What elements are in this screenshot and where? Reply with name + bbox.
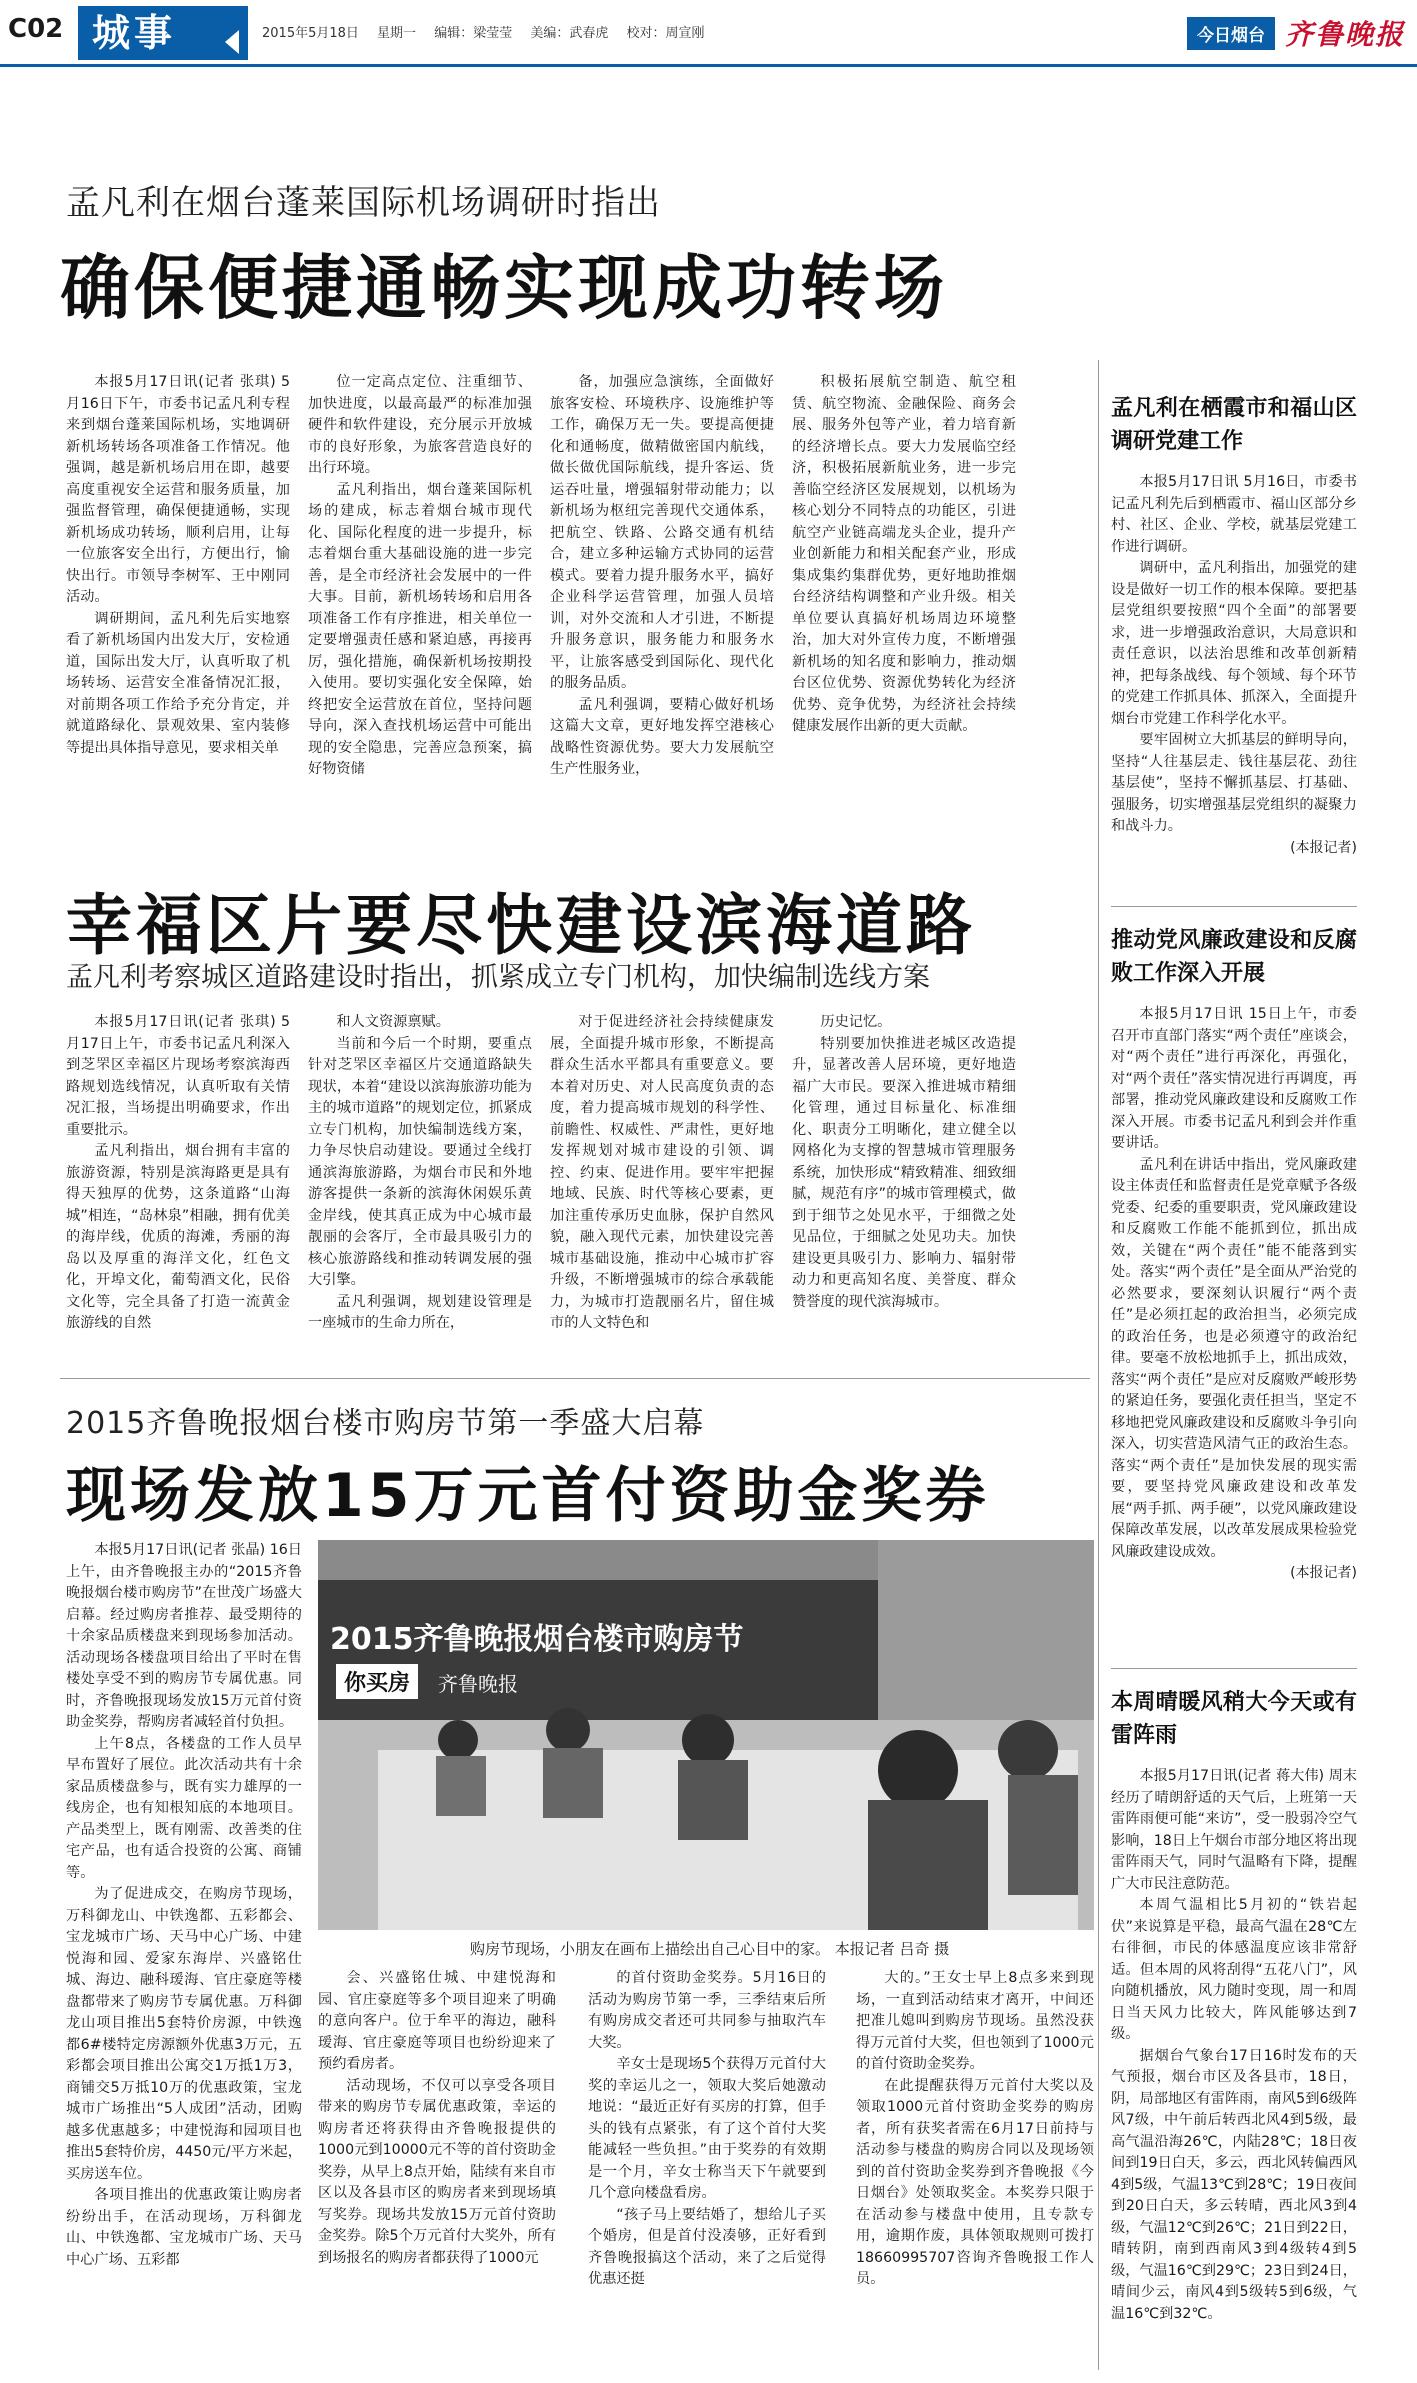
section-arrow-icon [225, 30, 239, 54]
article3-left-col [66, 1540, 302, 2370]
page-header [0, 0, 1417, 66]
paragraph: 各项目推出的优惠政策让购房者纷纷出手，在活动现场，万科御龙山、中铁逸都、宝龙城市广场、天马中心广场、五彩都 [66, 2187, 302, 2268]
sidebar-divider-1 [1111, 906, 1357, 907]
article1-col-3-text [550, 372, 774, 781]
article2-subdeck: 孟凡利考察城区道路建设时指出，抓紧成立专门机构，加快编制选线方案 [66, 962, 930, 993]
paragraph: 孟凡利指出，烟台拥有丰富的旅游资源，特别是滨海路更是具有得天独厚的优势，这条道路“山海城”相连，“岛林泉”相融，拥有优美的海岸线，优质的海滩，秀丽的海岛以及厚重的海洋文化，红色文化，开埠文化，葡萄酒文化，民俗文化等，完全具备了打造一流黄金旅游线的自然 [66, 1143, 290, 1331]
paragraph: 为了促进成交，在购房节现场，万科御龙山、中铁逸都、五彩都会、宝龙城市广场、天马中心广场、中建悦海和园、爱家东海岸、兴盛铭仕城、海边、融科瑷海、官庄豪庭等楼盘都带来了购房节专属优惠。万科御龙山项目推出5套特价房源，中铁逸都6#楼特定房源额外优惠3万元，五彩都会项目推出公寓交1万抵1万3，商铺交5万抵10万的优惠政策，宝龙城市广场推出“5人成团”活动，团购越多优惠越多；中建悦海和园项目也推出5套特价房，4450元/平方米起，买房送车位。 [66, 1886, 302, 2182]
masthead-brand [1187, 6, 1405, 60]
paragraph: 本报5月17日讯(记者 张琪) 5月17日上午，市委书记孟凡利深入到芝罘区幸福区片现场考察滨海西路规划选线情况，认真听取有关情况汇报，当场提出明确要求，作出重要批示。 [66, 1014, 290, 1138]
paragraph: 的首付资助金奖券。5月16日的活动为购房节第一季，三季结束后所有购房成交者还可共同参与抽取汽车大奖。 [588, 1970, 826, 2051]
paragraph: 特别要加快推进老城区改造提升，显著改善人居环境，更好地造福广大市民。要深入推进城市精细化管理，通过目标量化、标准细化、职责分工明晰化，建立健全以网格化为支撑的智慧城市管理服务系统，加快形成“精致精准、细致细腻，规范有序”的城市管理模式，做到于细节之处见水平，于细微之处见品位，于细腻之处见功夫。加快建设更具吸引力、影响力、辐射带动力和更高知名度、美誉度、群众赞誉度的现代滨海城市。 [792, 1035, 1016, 1310]
sidebar-story-1-sign: (本报记者) [1290, 839, 1357, 856]
newspaper-logo: 齐鲁晚报 [1284, 18, 1405, 51]
article3-headline: 现场发放15万元首付资助金奖券 [66, 1461, 990, 1531]
article2-col-2-text [308, 1012, 532, 1335]
paragraph: 调研中，孟凡利指出，加强党的建设是做好一切工作的根本保障。要把基层党组织要按照“四个全面”的部署要求，进一步增强政治意识，大局意识和责任意识，以法治思维和改革创新精神，把每条战线、每个领域、每个环节的党建工作抓具体、抓深入，全面提升烟台市党建工作科学化水平。 [1111, 560, 1357, 727]
paragraph: 孟凡利指出，烟台蓬莱国际机场的建成，标志着烟台城市现代化、国际化程度的进一步提升，标志着烟台重大基础设施的进一步完善，是全市经济社会发展中的一件大事。目前，新机场转场和启用各项准备工作有序推进，相关单位一定要增强责任感和紧迫感，再接再厉，强化措施，确保新机场按期投入使用。要切实强化安全保障，始终把安全运营放在首位，坚持问题导向，深入查找机场运营中可能出现的安全隐患，完善应急预案，搞好物资储 [308, 481, 532, 777]
paragraph: 在此提醒获得万元首付大奖以及领取1000元首付资助金奖券的购房者，所有获奖者需在6月17日前持与活动参与楼盘的购房合同以及现场领到的首付资助金奖券到齐鲁晚报《今日烟台》处领取奖金。本奖券只限于在活动参与楼盘中使用，且专款专用，逾期作废，具体领取规则可拨打18660995707咨询齐鲁晚报工作人员。 [856, 2077, 1094, 2287]
paragraph: 本报5月17日讯 15日上午，市委召开市直部门落实“两个责任”座谈会，对“两个责任”进行再深化，再强化，对“两个责任”落实情况进行再调度，再部署，推动党风廉政建设和反腐败工作深入开展。市委书记孟凡利到会并作重要讲话。 [1111, 1006, 1357, 1151]
sidebar-story-1-text [1111, 472, 1357, 838]
article1-headline: 确保便捷通畅实现成功转场 [60, 247, 948, 329]
paragraph: 对于促进经济社会持续健康发展，全面提升城市形象，不断提高群众生活水平都具有重要意义。要本着对历史、对人民高度负责的态度，着力提高城市规划的科学性、前瞻性、权威性、严肃性，更好地发挥规划对城市建设的引领、调控、约束、促进作用。要牢牢把握地域、民族、时代等核心要素，更加注重传承历史血脉，保护自然风貌，融入现代元素，加快建设完善城市基础设施，推动中心城市扩容升级，不断增强城市的综合承载能力，为城市打造靓丽名片，留住城市的人文特色和 [550, 1014, 774, 1331]
photo-banner-text: 2015齐鲁晚报烟台楼市购房节 [330, 1622, 744, 1657]
sidebar-story-3-title: 本周晴暖风稍大今天或有雷阵雨 [1111, 1690, 1357, 1748]
paragraph: “孩子马上要结婚了，想给儿子买个婚房，但是首付没凑够，正好看到齐鲁晚报搞这个活动，来了之后觉得优惠还挺 [588, 2206, 826, 2287]
paragraph: 会、兴盛铭仕城、中建悦海和园、官庄豪庭等多个项目迎来了明确的意向客户。位于牟平的海边，融科瑷海、官庄豪庭等项目也纷纷迎来了预约看房者。 [318, 1970, 556, 2072]
sidebar-story-2-text [1111, 1004, 1357, 1563]
paragraph: 和人文资源禀赋。 [336, 1014, 450, 1030]
paragraph: 本报5月17日讯 5月16日，市委书记孟凡利先后到栖霞市、福山区部分乡村、社区、企业、学校，就基层党建工作进行调研。 [1111, 474, 1357, 555]
paragraph: 备，加强应急演练，全面做好旅客安检、环境秩序、设施维护等工作，确保万无一失。要提高便捷化和通畅度，做精做密国内航线，做长做优国际航线，提升客运、货运吞吐量，增强辐射带动能力；以新机场为枢纽完善现代交通体系，把航空、铁路、公路交通有机结合，建立多种运输方式协同的运营模式。要着力提升服务水平，搞好企业科学运营管理，加强人员培训，对外交流和人才引进，不断提升服务意识，服务能力和服务水平，让旅客感受到国际化、现代化的服务品质。 [550, 374, 774, 691]
paragraph: 本报5月17日讯(记者 张晶) 16日上午，由齐鲁晚报主办的“2015齐鲁晚报烟台楼市购房节”在世茂广场盛大启幕。经过购房者推荐、最受期待的十余家品质楼盘来到现场参加活动。活动现场各楼盘项目给出了平时在售楼处享受不到的购房节专属优惠。同时，齐鲁晚报现场发放15万元首付资助金奖券，帮购房者减轻首付负担。 [66, 1542, 302, 1730]
paragraph: 本报5月17日讯(记者 张琪) 5月16日下午，市委书记孟凡利专程来到烟台蓬莱国际机场，实地调研新机场转场各项准备工作情况。他强调，越是新机场启用在即，越要高度重视安全运营和服务质量，加强监督管理，确保便捷通畅，实现新机场成功转场，顺利启用，让每一位旅客安全出行，方便出行，愉快出行。市领导李树军、王中刚同活动。 [66, 374, 290, 605]
event-photo-drawing [318, 1540, 1094, 1930]
paragraph: 历史记忆。 [820, 1014, 892, 1030]
sidebar-story-3 [1111, 1686, 1357, 2376]
article2-headline: 幸福区片要尽快建设滨海道路 [66, 887, 976, 964]
paragraph: 上午8点，各楼盘的工作人员早早布置好了展位。此次活动共有十余家品质楼盘参与，既有实力雄厚的一线房企，也有知根知底的本地项目。产品类型上，既有刚需、改善类的住宅产品，也有适合投资的公寓、商铺等。 [66, 1735, 302, 1881]
paragraph: 本报5月17日讯(记者 蒋大伟) 周末经历了晴朗舒适的天气后，上班第一天雷阵雨便可能“来访”，受一股弱冷空气影响，18日上午烟台市部分地区将出现雷阵雨天气，同时气温略有下降，提醒广大市民注意防范。 [1111, 1768, 1357, 1892]
photo-banner-brand: 齐鲁晚报 [438, 1672, 518, 1696]
article3-bottom-col-1-text [318, 1968, 556, 2269]
sidebar-story-1 [1111, 392, 1357, 892]
sidebar-story-2-title: 推动党风廉政建设和反腐败工作深入开展 [1111, 928, 1357, 986]
paragraph: 活动现场，不仅可以享受各项目带来的购房节专属优惠政策，幸运的购房者还将获得由齐鲁晚报提供的1000元到10000元不等的首付资助金奖券，从早上8点开始，陆续有来自市区以及各县市区的购房者来到现场填写奖券。现场共发放15万元首付资助金奖券。除5个万元首付大奖外，所有到场报名的购房者都获得了1000元 [318, 2077, 556, 2266]
header-divider [0, 64, 1417, 67]
page-number: C02 [8, 14, 64, 44]
sidebar-story-3-text [1111, 1766, 1357, 2325]
article1-kicker: 孟凡利在烟台蓬莱国际机场调研时指出 [66, 183, 661, 223]
article2-col-4 [792, 1012, 1016, 1362]
article1-col-1 [66, 372, 290, 808]
article2-col-1 [66, 1012, 290, 1362]
paragraph: 要牢固树立大抓基层的鲜明导向，坚持“人往基层走、钱往基层花、劲往基层使”，坚持不懈抓基层、打基础、强服务，切实增强基层党组织的凝聚力和战斗力。 [1111, 732, 1357, 834]
article2-col-3 [550, 1012, 774, 1362]
article1-col-2 [308, 372, 532, 808]
paragraph: 大的。”王女士早上8点多来到现场，一直到活动结束才离开，中间还把准儿媳叫到购房节现场。虽然没获得万元首付大奖，但也领到了1000元的首付资助金奖券。 [856, 1970, 1094, 2072]
article2-divider [60, 1378, 1090, 1379]
article1-col-4 [792, 372, 1016, 808]
sidebar-story-1-title: 孟凡利在栖霞市和福山区调研党建工作 [1111, 396, 1357, 454]
article1-col-1-text [66, 372, 290, 759]
paragraph: 位一定高点定位、注重细节、加快进度，以最高最严的标准加强硬件和软件建设，充分展示开放城市的良好形象，为旅客营造良好的出行环境。 [308, 374, 532, 476]
paragraph: 积极拓展航空制造、航空租赁、航空物流、金融保险、商务会展、服务外包等产业，着力培育新的经济增长点。要大力发展临空经济，积极拓展新航业务，进一步完善临空经济区发展规划，以机场为核心划分不同特点的功能区，引进航空产业链高端龙头企业，提升产业创新能力和相关配套产业，形成集成集约集群优势，更好地助推烟台经济结构调整和产业升级。相关单位要认真搞好机场周边环境整治，加大对外宣传力度，不断增强新机场的知名度和影响力，推动烟台区位优势、资源优势转化为经济优势、竞争优势，为经济社会持续健康发展作出新的更大贡献。 [792, 374, 1016, 734]
paragraph: 孟凡利在讲话中指出，党风廉政建设主体责任和监督责任是党章赋予各级党委、纪委的重要职责，党风廉政建设和反腐败工作能不能抓到位，抓出成效，关键在“两个责任”能不能落到实处。落实“两个责任”是全面从严治党的必然要求，要深刻认识履行“两个责任”是必须扛起的政治担当，必须完成的政治任务，也是必须遵守的政治纪律。要毫不放松地抓手上，抓出成效，落实“两个责任”是应对反腐败严峻形势的紧迫任务，要强化责任担当，坚定不移地把党风廉政建设和反腐败斗争引向深入，切实营造风清气正的政治生态。落实“两个责任”是加快发展的现实需要，要坚持党风廉政建设和改革发展“两手抓、两手硬”，以党风廉政建设保障改革发展，以改革发展成果检验党风廉政建设成效。 [1111, 1156, 1357, 1560]
editor-credit: 编辑：梁莹莹 [434, 26, 513, 41]
article2-col-2 [308, 1012, 532, 1362]
paragraph: 本周气温相比5月初的“铁岩起伏”来说算是平稳，最高气温在28℃左右徘徊，市民的体感温度应该非常舒适。但本周的风将刮得“五花八门”，风向随机播放，风力随时变现，周一和周日当天风力比较大，阵风能够达到7级。 [1111, 1897, 1357, 2042]
section-label: 城事 [78, 6, 248, 60]
article1-col-2-text [308, 372, 532, 781]
issue-info [262, 22, 719, 41]
sidebar-divider-2 [1111, 1668, 1357, 1669]
edition-tag: 今日烟台 [1187, 17, 1275, 50]
paragraph: 调研期间，孟凡利先后实地察看了新机场国内出发大厅，安检通道，国际出发大厅，认真听取了机场转场、运营安全准备情况汇报，对前期各项工作给予充分肯定，并就道路绿化、景观效果、室内装修等提出具体指导意见，要求相关单 [66, 610, 290, 756]
photo-banner-badge: 你买房 [336, 1664, 418, 1699]
sidebar-divider [1098, 360, 1099, 2370]
paragraph: 辛女士是现场5个获得万元首付大奖的幸运儿之一，领取大奖后她激动地说：“最近正好有买房的打算，但手头的钱有点紧张，有了这个首付大奖能减轻一些负担。”由于奖券的有效期是一个月，辛女士称当天下午就要到几个意向楼盘看房。 [588, 2056, 826, 2201]
event-photo [318, 1540, 1094, 1930]
article1-col-4-text [792, 372, 1016, 738]
sidebar-story-2 [1111, 924, 1357, 1654]
paragraph: 当前和今后一个时期，要重点针对芝罘区幸福区片交通道路缺失现状，本着“建设以滨海旅游功能为主的城市道路”的规划定位，抓紧成立专门机构，加快编制选线方案，力争尽快启动建设。要通过全线打通滨海旅游路，为烟台市民和外地游客提供一条新的滨海休闲娱乐黄金岸线，使其真正成为中心城市最靓丽的会客厅，全市最具吸引力的核心旅游路线和推动转调发展的强大引擎。 [308, 1035, 532, 1288]
proof-credit: 校对：周宣刚 [626, 26, 705, 41]
article3-left-col-text [66, 1540, 302, 2271]
paragraph: 孟凡利强调，要精心做好机场这篇大文章，更好地发挥空港核心战略性资源优势。要大力发展航空生产性服务业， [550, 696, 774, 777]
article1-col-3 [550, 372, 774, 808]
article2-col-1-text [66, 1012, 290, 1335]
article3-bottom-col-3-text [856, 1968, 1094, 2291]
sidebar-story-2-sign: (本报记者) [1290, 1565, 1357, 1581]
issue-weekday: 星期一 [377, 26, 417, 41]
photo-caption: 购房节现场，小朋友在画布上描绘出自己心目中的家。 本报记者 吕奇 摄 [470, 1940, 950, 1958]
paragraph: 据烟台气象台17日16时发布的天气预报，烟台市区及各县市，18日，阴，局部地区有雷阵雨，南风5到6级阵风7级，中午前后转西北风4到5级，最高气温沿海26℃，内陆28℃；18日夜间到19日白天，多云，西北风转偏西风4到5级，气温13℃到28℃；19日夜间到20日白天，多云转晴，西北风3到4级，气温12℃到26℃；21日到22日，晴转阴，南到西南风3到4级转4到5级，气温16℃到29℃；23日到24日，晴间少云，南风4到5级转5到6级，气温16℃到32℃。 [1111, 2047, 1357, 2322]
article3-bottom-col-2 [588, 1968, 826, 2370]
article3-bottom-col-1 [318, 1968, 556, 2370]
article3-bottom-col-2-text [588, 1968, 826, 2291]
designer-credit: 美编：武春虎 [530, 26, 609, 41]
issue-date: 2015年5月18日 [262, 26, 359, 41]
article3-kicker: 2015齐鲁晚报烟台楼市购房节第一季盛大启幕 [66, 1406, 705, 1441]
article2-col-3-text [550, 1012, 774, 1335]
article2-col-4-text [792, 1012, 1016, 1313]
article3-bottom-col-3 [856, 1968, 1094, 2370]
paragraph: 孟凡利强调，规划建设管理是一座城市的生命力所在， [308, 1293, 532, 1331]
